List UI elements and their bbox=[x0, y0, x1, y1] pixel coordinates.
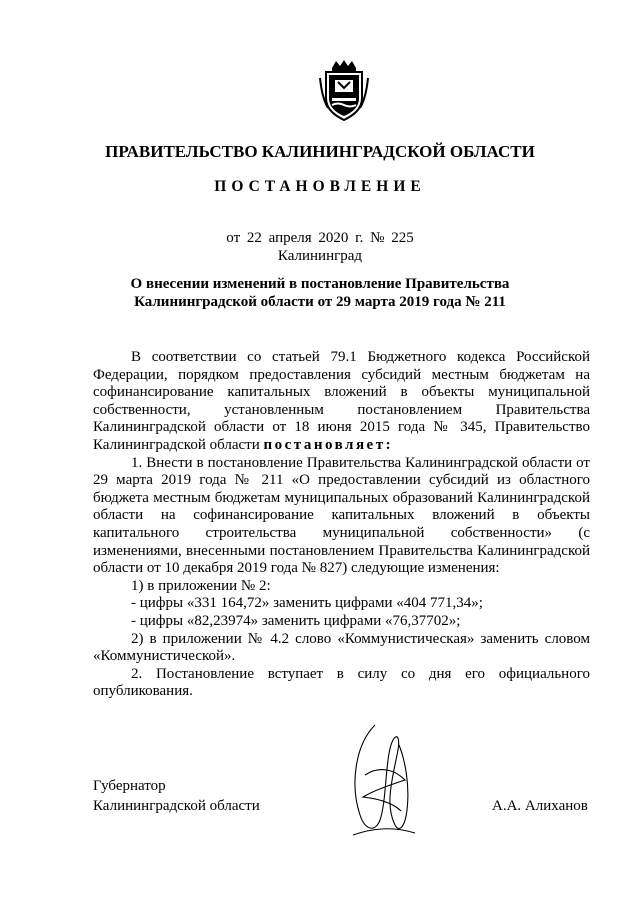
signatory-position bbox=[93, 776, 260, 816]
preamble-paragraph bbox=[93, 349, 590, 455]
item-1: 1. Внести в постановление Правительства Калининградской области от 29 марта 2019 года № 211 «О предоставлении субсидий из областного бюджета местным бюджетам муниципальных образований Калининградской области на софинансирование капитальных вложений в объекты капитального строительства муниципальной собственности» (с изменениями, внесенными постановлением Правительства Калининградской области от 10 декабря 2019 года № 827) следующие изменения: bbox=[93, 454, 590, 577]
item-2: 2. Постановление вступает в силу со дня его официального опубликования. bbox=[93, 665, 590, 700]
subitem-2: 2) в приложении № 4.2 слово «Коммунистическая» заменить словом «Коммунистической». bbox=[93, 630, 590, 665]
preamble-decision: постановляет: bbox=[263, 436, 394, 453]
date-and-number: от 22 апреля 2020 г. № 225 bbox=[226, 230, 414, 246]
city: Калининград bbox=[277, 248, 363, 264]
subitem-1a: - цифры «331 164,72» заменить цифрами «404 771,34»; bbox=[131, 595, 483, 612]
preamble-text: В соответствии со статьей 79.1 Бюджетного кодекса Российской Федерации, порядком предоставления субсидий местным бюджетам на софинансирование капитальных вложений в объекты муниципальной собственности, установленным постановлением Правительства Калининградской области от 18 июня 2015 года № 345, Правительство Калининградской области bbox=[93, 349, 590, 453]
document-body bbox=[93, 349, 590, 701]
organization-title: ПРАВИТЕЛЬСТВО КАЛИНИНГРАДСКОЙ ОБЛАСТИ bbox=[105, 142, 535, 161]
position-line-1: Губернатор bbox=[93, 778, 166, 794]
handwritten-signature bbox=[335, 715, 425, 845]
subitem-1b: - цифры «82,23974» заменить цифрами «76,37702»; bbox=[131, 612, 461, 629]
subitem-1: 1) в приложении № 2: bbox=[131, 577, 271, 594]
document-title bbox=[0, 275, 640, 311]
title-line-1: О внесении изменений в постановление Правительства bbox=[130, 276, 510, 292]
title-line-2: Калининградской области от 29 марта 2019 года № 211 bbox=[134, 294, 506, 310]
document-type: ПОСТАНОВЛЕНИЕ bbox=[214, 178, 426, 195]
coat-of-arms-icon bbox=[318, 58, 370, 122]
position-line-2: Калининградской области bbox=[93, 798, 260, 814]
signatory-name: А.А. Алиханов bbox=[492, 798, 588, 814]
